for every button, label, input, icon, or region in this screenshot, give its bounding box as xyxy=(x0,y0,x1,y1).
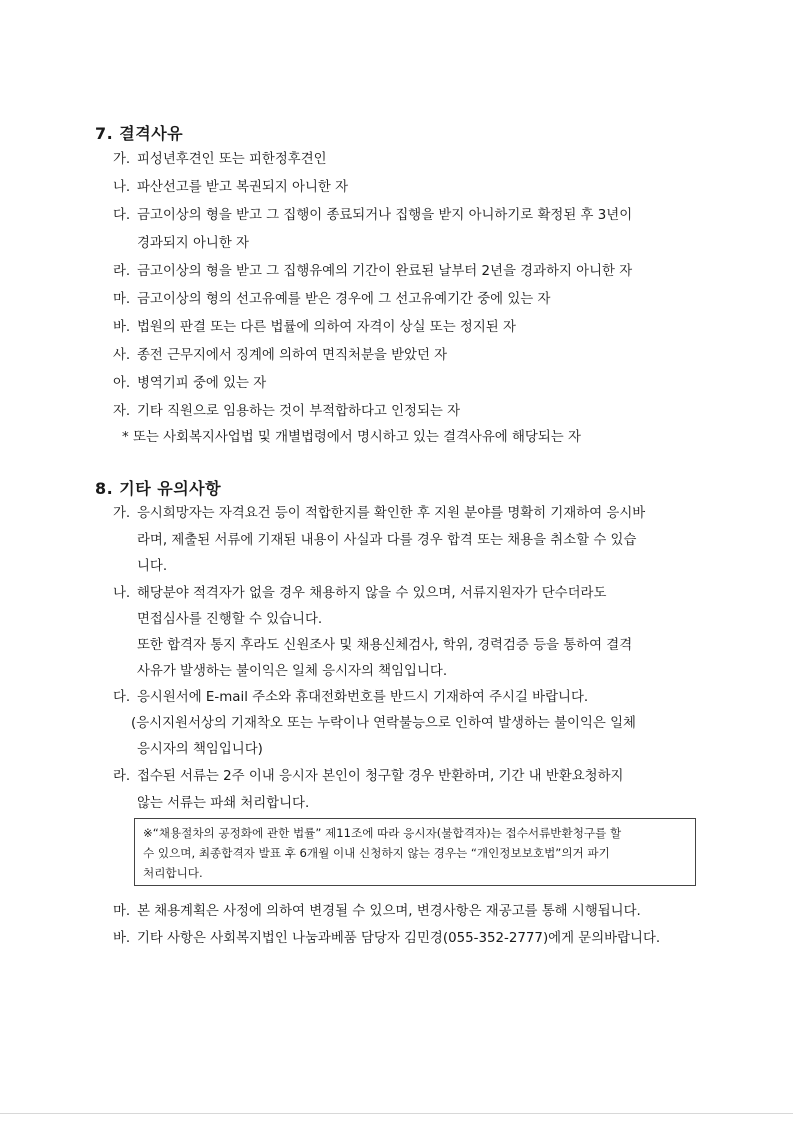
disqualification-item-a xyxy=(113,146,705,174)
notice-item-d-line2: 않는 서류는 파쇄 처리합니다. xyxy=(137,796,310,811)
item-text: 응시희망자는 자격요건 등이 적합한지를 확인한 후 지원 분야를 명확히 기재하여 응시바 xyxy=(137,506,646,521)
item-marker: 마. xyxy=(113,904,131,919)
notice-item-b-line3: 또한 합격자 통지 후라도 신원조사 및 채용신체검사, 학위, 경력검증 등을 통하여 결격 xyxy=(137,638,633,653)
item-text: 응시원서에 E-mail 주소와 휴대전화번호를 반드시 기재하여 주시길 바랍니다. xyxy=(137,690,589,705)
item-text: 피성년후견인 또는 피한정후견인 xyxy=(137,152,327,167)
disqualification-item-g xyxy=(113,342,705,370)
disqualification-item-e xyxy=(113,286,705,314)
page-bottom-divider xyxy=(0,1113,793,1114)
item-marker: 자. xyxy=(113,404,131,419)
disqualification-item-h xyxy=(113,370,705,398)
item-marker: 가. xyxy=(113,506,131,521)
item-text: 금고이상의 형의 선고유예를 받은 경우에 그 선고유예기간 중에 있는 자 xyxy=(137,292,551,307)
notice-box-line3: 처리합니다. xyxy=(143,866,203,880)
item-marker: 사. xyxy=(113,348,131,363)
notice-item-b-line2: 면접심사를 진행할 수 있습니다. xyxy=(137,612,323,627)
item-marker: 라. xyxy=(113,769,131,784)
notice-item-a-line2: 라며, 제출된 서류에 기재된 내용이 사실과 다를 경우 합격 또는 채용을 취소할 수 있습 xyxy=(137,533,637,548)
item-marker: 나. xyxy=(113,180,131,195)
item-text: 병역기피 중에 있는 자 xyxy=(137,376,267,391)
item-text: 접수된 서류는 2주 이내 응시자 본인이 청구할 경우 반환하며, 기간 내 반환요청하지 xyxy=(137,769,624,784)
notice-item-e xyxy=(113,898,705,926)
section-8-title: 8. 기타 유의사항 xyxy=(95,479,222,498)
notice-item-c-line3: 응시자의 책임입니다) xyxy=(137,742,263,757)
item-text: 본 채용계획은 사정에 의하여 변경될 수 있으며, 변경사항은 재공고를 통해 시행됩니다. xyxy=(137,904,641,919)
item-marker: 나. xyxy=(113,586,131,601)
item-marker: 다. xyxy=(113,208,131,223)
item-text: 법원의 판결 또는 다른 법률에 의하여 자격이 상실 또는 정지된 자 xyxy=(137,320,516,335)
notice-item-b-line4: 사유가 발생하는 불이익은 일체 응시자의 책임입니다. xyxy=(137,664,448,679)
item-marker: 아. xyxy=(113,376,131,391)
item-marker: 다. xyxy=(113,690,131,705)
notice-item-f xyxy=(113,925,705,953)
disqualification-note: * 또는 사회복지사업법 및 개별법령에서 명시하고 있는 결격사유에 해당되는 자 xyxy=(122,430,581,445)
item-marker: 가. xyxy=(113,152,131,167)
disqualification-item-c-continued: 경과되지 아니한 자 xyxy=(137,236,249,251)
disqualification-item-d xyxy=(113,258,705,286)
item-text: 금고이상의 형을 받고 그 집행유예의 기간이 완료된 날부터 2년을 경과하지 아니한 자 xyxy=(137,264,633,279)
notice-item-a-line3: 니다. xyxy=(137,559,168,574)
disqualification-item-c xyxy=(113,202,705,230)
item-text: 해당분야 적격자가 없을 경우 채용하지 않을 수 있으며, 서류지원자가 단수더라도 xyxy=(137,586,607,601)
notice-item-c-line2: (응시지원서상의 기재착오 또는 누락이나 연락불능으로 인하여 발생하는 불이익은 일체 xyxy=(131,716,636,731)
item-marker: 바. xyxy=(113,931,131,946)
item-marker: 라. xyxy=(113,264,131,279)
notice-box-line2: 수 있으며, 최종합격자 발표 후 6개월 이내 신청하지 않는 경우는 “개인정보보호법”의거 파기 xyxy=(143,846,610,860)
document-return-notice-box xyxy=(134,818,696,886)
disqualification-item-i xyxy=(113,398,705,426)
disqualification-item-b xyxy=(113,174,705,202)
item-text: 금고이상의 형을 받고 그 집행이 종료되거나 집행을 받지 아니하기로 확정된 후 3년이 xyxy=(137,208,633,223)
section-7-title: 7. 결격사유 xyxy=(95,124,184,143)
item-text: 종전 근무지에서 징계에 의하여 면직처분을 받았던 자 xyxy=(137,348,448,363)
item-marker: 마. xyxy=(113,292,131,307)
notice-item-a xyxy=(113,500,705,528)
notice-item-d xyxy=(113,763,705,791)
item-text: 기타 사항은 사회복지법인 나눔과베품 담당자 김민경(055-352-2777)에게 문의바랍니다. xyxy=(137,931,661,946)
item-text: 기타 직원으로 임용하는 것이 부적합하다고 인정되는 자 xyxy=(137,404,461,419)
item-marker: 바. xyxy=(113,320,131,335)
notice-box-line1: ※“채용절차의 공정화에 관한 법률” 제11조에 따라 응시자(불합격자)는 접수서류반환청구를 할 xyxy=(143,826,622,840)
item-text: 파산선고를 받고 복권되지 아니한 자 xyxy=(137,180,349,195)
disqualification-item-f xyxy=(113,314,705,342)
notice-item-c xyxy=(113,684,705,712)
notice-item-b xyxy=(113,580,705,608)
